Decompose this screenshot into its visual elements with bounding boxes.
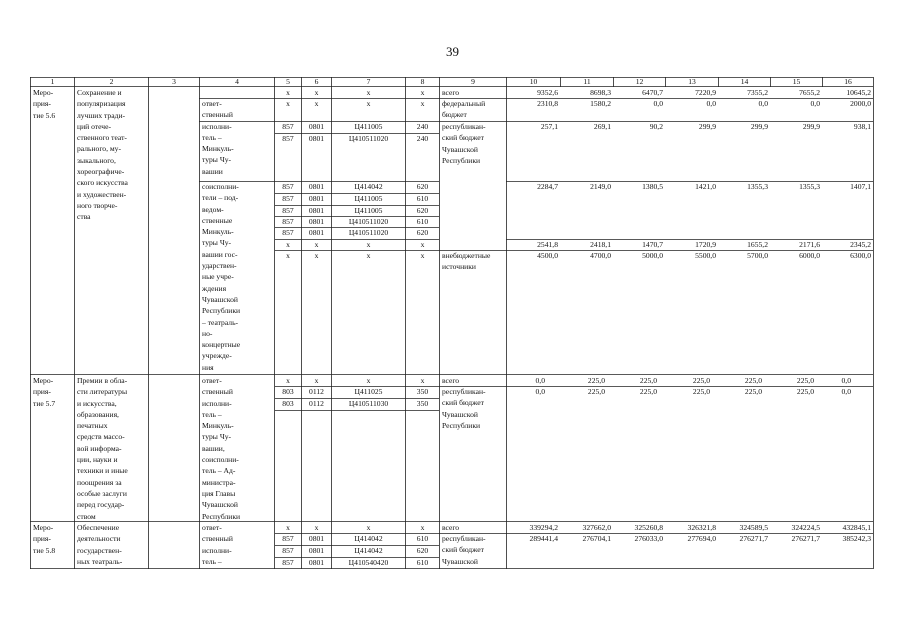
page-number: 39 bbox=[446, 44, 459, 59]
code-grbs: 857 bbox=[282, 134, 294, 143]
code-grbs: x bbox=[286, 99, 290, 108]
amount-cell: 225,0 bbox=[692, 376, 710, 385]
code-vr: 610 bbox=[416, 534, 429, 543]
amount-cell: 225,0 bbox=[587, 376, 605, 385]
amount-cell: 225,0 bbox=[796, 376, 814, 385]
code-vr: 350 bbox=[416, 387, 429, 396]
code-csr: Ц414042 bbox=[354, 182, 383, 191]
source-republic: республикан- ский бюджет Чувашской bbox=[442, 534, 486, 566]
amount-cell: 276271,7 bbox=[791, 534, 820, 543]
amount-cell: 5500,0 bbox=[695, 251, 716, 260]
amount-cell: 1355,3 bbox=[799, 182, 820, 191]
amount-cell: 0,0 bbox=[653, 99, 663, 108]
header-col-9: 9 bbox=[471, 77, 475, 86]
code-rzpr: 0801 bbox=[308, 122, 325, 131]
amount-cell: 6000,0 bbox=[799, 251, 820, 260]
header-col-15: 15 bbox=[792, 77, 801, 86]
amount-cell: 325260,8 bbox=[634, 523, 663, 532]
amount-cell: 0,0 bbox=[810, 99, 820, 108]
code-grbs: 857 bbox=[282, 558, 294, 567]
code-grbs: x bbox=[286, 251, 290, 260]
amount-cell: 269,1 bbox=[593, 122, 611, 131]
code-csr: Ц411005 bbox=[354, 194, 383, 203]
code-grbs: 857 bbox=[282, 194, 294, 203]
amount-cell: 326321,8 bbox=[687, 523, 716, 532]
amount-cell: 327662,0 bbox=[582, 523, 611, 532]
code-grbs: 857 bbox=[282, 217, 294, 226]
code-rzpr: x bbox=[314, 523, 319, 532]
amount-cell: 385242,3 bbox=[842, 534, 871, 543]
amount-cell: 5000,0 bbox=[642, 251, 663, 260]
amount-cell: 225,0 bbox=[639, 376, 657, 385]
code-csr: x bbox=[366, 240, 371, 249]
code-rzpr: 0801 bbox=[308, 134, 325, 143]
source-total: всего bbox=[442, 376, 460, 385]
code-grbs: 803 bbox=[282, 387, 294, 396]
code-vr: x bbox=[420, 376, 425, 385]
amount-cell: 2284,7 bbox=[537, 182, 558, 191]
amount-cell: 225,0 bbox=[692, 387, 710, 396]
code-csr: Ц414042 bbox=[354, 534, 383, 543]
code-rzpr: 0112 bbox=[309, 399, 324, 408]
amount-cell: 7655,2 bbox=[799, 88, 820, 97]
code-csr: Ц410540420 bbox=[348, 558, 389, 567]
responsible-executor: ответ- ственный исполни- тель – Минкуль- туры Чу- вашии, соисполни- тель – Ад- министра- ция Главы Чувашской Республики bbox=[202, 376, 241, 521]
measure-name: Премии в обла- сти литературы и искусства, образования, печатных средств массо- вой информа- ции, науки и техники и иные поощрения за особые заслуги перед государ- ством bbox=[77, 376, 128, 521]
code-vr: 620 bbox=[416, 206, 429, 215]
code-vr: 620 bbox=[416, 546, 429, 555]
amount-cell: 6300,0 bbox=[850, 251, 871, 260]
source-republic: республикан- ский бюджет Чувашской Республики bbox=[442, 387, 486, 430]
amount-cell: 2541,8 bbox=[537, 240, 558, 249]
amount-cell: 276704,1 bbox=[582, 534, 611, 543]
code-vr: x bbox=[420, 99, 425, 108]
measure-name: Обеспечение деятельности государствен- ных театраль- bbox=[77, 523, 123, 566]
header-col-1: 1 bbox=[50, 77, 55, 86]
code-grbs: 857 bbox=[282, 122, 294, 131]
code-csr: Ц410511020 bbox=[348, 134, 389, 143]
code-grbs: x bbox=[286, 240, 290, 249]
header-col-5: 5 bbox=[286, 77, 290, 86]
code-csr: x bbox=[366, 251, 371, 260]
amount-cell: 1580,2 bbox=[590, 99, 611, 108]
amount-cell: 339294,2 bbox=[529, 523, 558, 532]
code-csr: Ц411005 bbox=[354, 122, 383, 131]
header-col-8: 8 bbox=[420, 77, 425, 86]
amount-cell: 225,0 bbox=[744, 376, 762, 385]
amount-cell: 277694,0 bbox=[687, 534, 716, 543]
amount-cell: 299,9 bbox=[750, 122, 768, 131]
source-extrabudget: внебюджетные источники bbox=[442, 251, 491, 272]
amount-cell: 432845,1 bbox=[842, 523, 871, 532]
code-vr: 610 bbox=[416, 217, 429, 226]
amount-cell: 10645,2 bbox=[846, 88, 871, 97]
amount-cell: 299,9 bbox=[698, 122, 716, 131]
amount-cell: 6470,7 bbox=[642, 88, 663, 97]
code-vr: 240 bbox=[416, 122, 429, 131]
measure-id: Меро- прия- тие 5.8 bbox=[33, 523, 56, 555]
amount-cell: 1355,3 bbox=[747, 182, 768, 191]
amount-cell: 0,0 bbox=[758, 99, 768, 108]
code-grbs: x bbox=[286, 523, 290, 532]
amount-cell: 276271,7 bbox=[739, 534, 768, 543]
header-col-10: 10 bbox=[529, 77, 538, 86]
code-csr: x bbox=[366, 523, 371, 532]
amount-cell: 2000,0 bbox=[850, 99, 871, 108]
header-col-13: 13 bbox=[688, 77, 696, 86]
amount-cell: 299,9 bbox=[802, 122, 820, 131]
header-col-4: 4 bbox=[235, 77, 239, 86]
amount-cell: 2345,2 bbox=[850, 240, 871, 249]
source-total: всего bbox=[442, 88, 460, 97]
header-col-7: 7 bbox=[366, 77, 371, 86]
code-rzpr: 0801 bbox=[308, 194, 325, 203]
amount-cell: 1470,7 bbox=[642, 240, 663, 249]
code-vr: 240 bbox=[416, 134, 429, 143]
amount-cell: 225,0 bbox=[744, 387, 762, 396]
code-rzpr: x bbox=[314, 99, 319, 108]
header-col-3: 3 bbox=[172, 77, 176, 86]
code-rzpr: 0801 bbox=[308, 546, 325, 555]
code-rzpr: x bbox=[314, 251, 319, 260]
code-grbs: 857 bbox=[282, 206, 294, 215]
code-csr: x bbox=[366, 376, 371, 385]
code-vr: 350 bbox=[416, 399, 429, 408]
code-rzpr: 0801 bbox=[308, 182, 325, 191]
amount-cell: 225,0 bbox=[587, 387, 605, 396]
measure-id: Меро- прия- тие 5.6 bbox=[33, 88, 56, 120]
source-federal: федеральный бюджет bbox=[442, 99, 486, 120]
amount-cell: 1720,9 bbox=[695, 240, 716, 249]
code-csr: Ц414042 bbox=[354, 546, 383, 555]
code-vr: x bbox=[420, 240, 425, 249]
source-total: всего bbox=[442, 523, 460, 532]
amount-cell: 0,0 bbox=[535, 376, 545, 385]
code-rzpr: 0801 bbox=[308, 217, 325, 226]
source-republic: республикан- ский бюджет Чувашской Республики bbox=[442, 122, 486, 165]
amount-cell: 1380,5 bbox=[642, 182, 663, 191]
code-rzpr: 0112 bbox=[309, 387, 324, 396]
amount-cell: 1407,1 bbox=[850, 182, 871, 191]
amount-cell: 2171,6 bbox=[799, 240, 820, 249]
amount-cell: 276033,0 bbox=[634, 534, 663, 543]
code-grbs: x bbox=[286, 376, 290, 385]
code-csr: x bbox=[366, 88, 371, 97]
amount-cell: 1655,2 bbox=[747, 240, 768, 249]
code-grbs: x bbox=[286, 88, 290, 97]
code-csr: Ц411005 bbox=[354, 206, 383, 215]
amount-cell: 7355,2 bbox=[747, 88, 768, 97]
code-csr: Ц410511020 bbox=[348, 228, 389, 237]
amount-cell: 5700,0 bbox=[747, 251, 768, 260]
code-vr: 610 bbox=[416, 558, 429, 567]
code-rzpr: 0801 bbox=[308, 206, 325, 215]
amount-cell: 938,1 bbox=[853, 122, 871, 131]
header-col-16: 16 bbox=[844, 77, 852, 86]
measure-id: Меро- прия- тие 5.7 bbox=[33, 376, 56, 408]
header-col-11: 11 bbox=[583, 77, 591, 86]
code-csr: Ц411025 bbox=[354, 387, 383, 396]
amount-cell: 90,2 bbox=[649, 122, 663, 131]
header-col-12: 12 bbox=[635, 77, 644, 86]
responsible-executor: ответ- ственный исполни- тель – bbox=[202, 523, 233, 566]
code-vr: x bbox=[420, 523, 425, 532]
amount-cell: 257,1 bbox=[540, 122, 558, 131]
amount-cell: 289441,4 bbox=[529, 534, 558, 543]
header-col-2: 2 bbox=[109, 77, 114, 86]
code-grbs: 857 bbox=[282, 228, 294, 237]
responsible-executor: ответ- ственный исполни- тель – Минкуль- туры Чу- вашии bbox=[202, 99, 234, 176]
code-grbs: 803 bbox=[282, 399, 294, 408]
code-rzpr: x bbox=[314, 376, 319, 385]
code-grbs: 857 bbox=[282, 534, 294, 543]
amount-cell: 324589,5 bbox=[739, 523, 768, 532]
amount-cell: 7220,9 bbox=[695, 88, 716, 97]
code-grbs: 857 bbox=[282, 546, 294, 555]
code-vr: 620 bbox=[416, 228, 429, 237]
amount-cell: 324224,5 bbox=[791, 523, 820, 532]
code-rzpr: 0801 bbox=[308, 228, 325, 237]
code-csr: x bbox=[366, 99, 371, 108]
code-rzpr: x bbox=[314, 88, 319, 97]
amount-cell: 0,0 bbox=[841, 387, 851, 396]
code-rzpr: 0801 bbox=[308, 558, 325, 567]
header-col-14: 14 bbox=[740, 77, 749, 86]
header-col-6: 6 bbox=[314, 77, 319, 86]
code-grbs: 857 bbox=[282, 182, 294, 191]
code-rzpr: 0801 bbox=[308, 534, 325, 543]
code-vr: 610 bbox=[416, 194, 429, 203]
code-vr: 620 bbox=[416, 182, 429, 191]
code-csr: Ц410511030 bbox=[348, 399, 389, 408]
amount-cell: 0,0 bbox=[841, 376, 851, 385]
co-executors: соисполни- тели – под- ведом- ственные Минкуль- туры Чу- вашии гос- ударствен- ные учре- ждения Чувашской Республики – театраль- но- концертные учрежде- ния bbox=[202, 182, 241, 372]
amount-cell: 2149,0 bbox=[590, 182, 611, 191]
amount-cell: 0,0 bbox=[535, 387, 545, 396]
amount-cell: 8698,3 bbox=[590, 88, 611, 97]
amount-cell: 4500,0 bbox=[537, 251, 558, 260]
code-rzpr: x bbox=[314, 240, 319, 249]
amount-cell: 225,0 bbox=[639, 387, 657, 396]
amount-cell: 1421,0 bbox=[695, 182, 716, 191]
code-vr: x bbox=[420, 251, 425, 260]
amount-cell: 2310,8 bbox=[537, 99, 558, 108]
code-vr: x bbox=[420, 88, 425, 97]
amount-cell: 4700,0 bbox=[590, 251, 611, 260]
amount-cell: 2418,1 bbox=[590, 240, 611, 249]
amount-cell: 9352,6 bbox=[537, 88, 558, 97]
amount-cell: 225,0 bbox=[796, 387, 814, 396]
measure-name: Сохранение и популяризация лучших тради- ций отече- ственного теат- рального, му- зыкального, хореографиче- ского искусства и художествен- ного творче- ства bbox=[77, 88, 128, 222]
amount-cell: 0,0 bbox=[706, 99, 716, 108]
code-csr: Ц410511020 bbox=[348, 217, 389, 226]
